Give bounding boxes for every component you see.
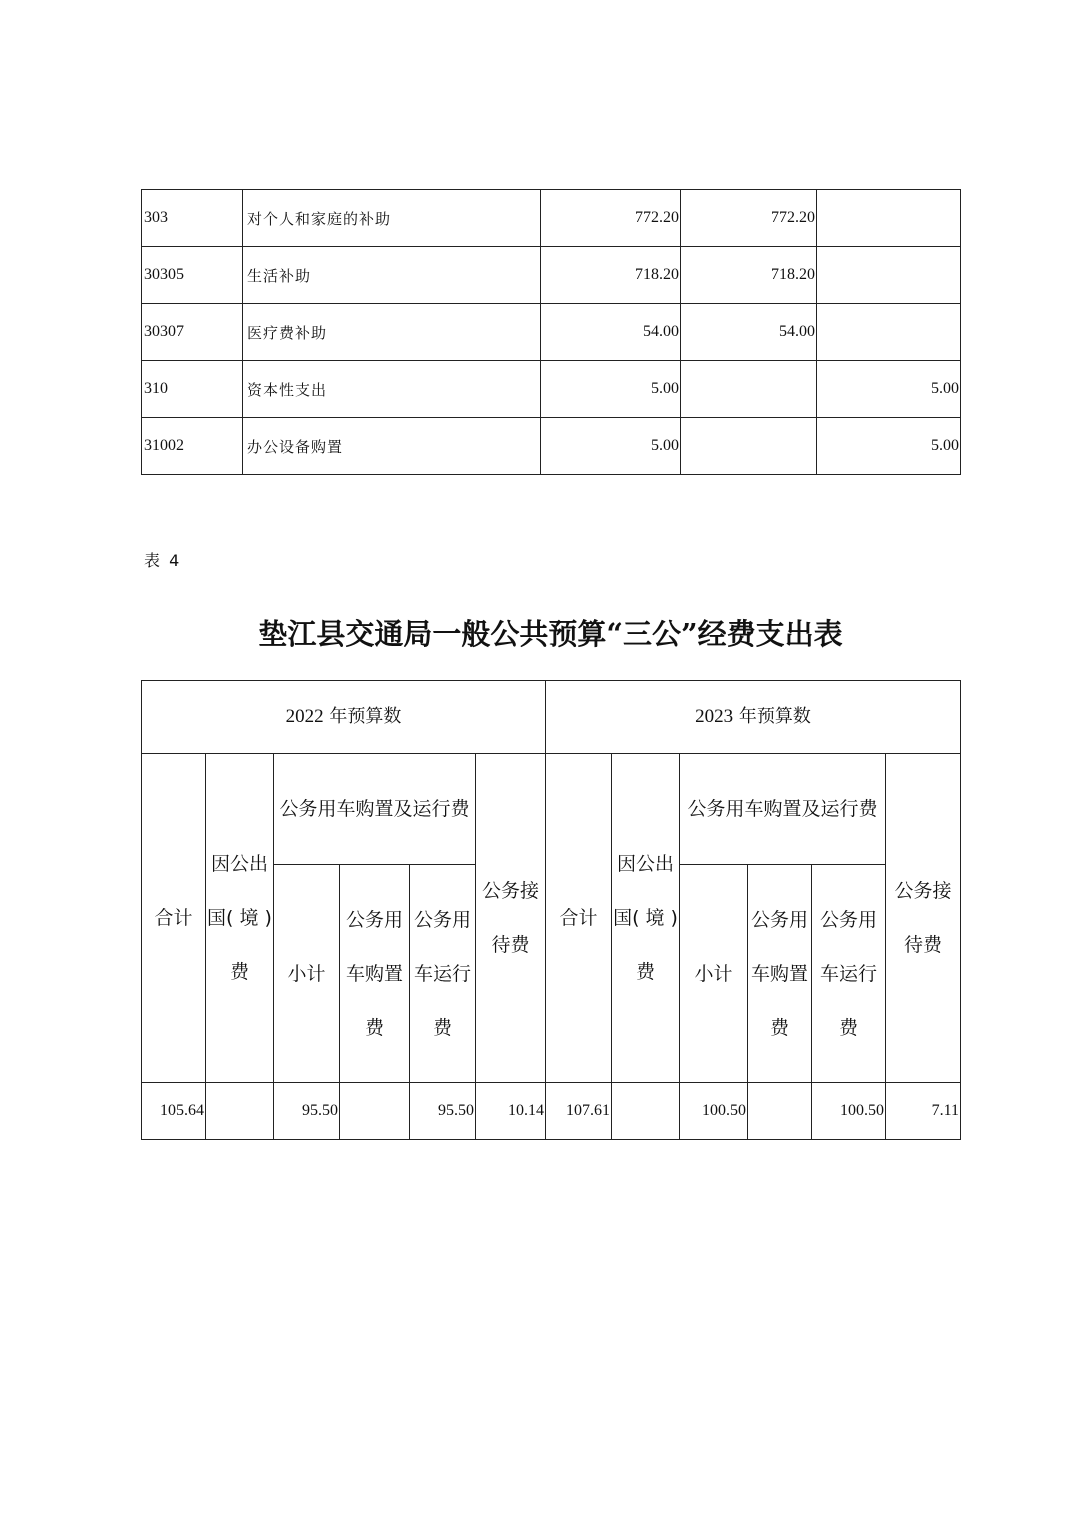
basic-amount [681,418,817,475]
header-abroad-2023: 因公出国( 境 )费 [612,754,680,1083]
year-2023-header [546,681,961,754]
basic-amount: 54.00 [681,304,817,361]
item-name: 生活补助 [243,247,541,304]
header-vehicle-group-2022: 公务用车购置及运行费 [274,754,476,865]
header-abroad-2022: 因公出国( 境 )费 [206,754,274,1083]
budget-expenditure-table [141,189,961,475]
year-2022-suffix: 年预算数 [323,706,402,727]
value-subtotal-2022: 95.50 [274,1083,340,1140]
header-total-2022: 合计 [142,754,206,1083]
item-name: 对个人和家庭的补助 [243,190,541,247]
item-name: 医疗费补助 [243,304,541,361]
table-row [142,361,961,418]
total-amount: 772.20 [541,190,681,247]
header-vehicle-operation-2022: 公务用车运行费 [410,865,476,1083]
basic-amount: 772.20 [681,190,817,247]
value-abroad-2023 [612,1083,680,1140]
value-reception-2022: 10.14 [476,1083,546,1140]
year-header-row [142,681,961,754]
header-subtotal-2023: 小计 [680,865,748,1083]
economic-code: 303 [142,190,243,247]
total-amount: 54.00 [541,304,681,361]
economic-code: 310 [142,361,243,418]
header-vehicle-group-2023: 公务用车购置及运行费 [680,754,886,865]
year-2023-suffix: 年预算数 [733,706,811,727]
header-subtotal-2022: 小计 [274,865,340,1083]
value-vehicle-operation-2023: 100.50 [812,1083,886,1140]
category-header-row [142,754,961,865]
project-amount: 5.00 [817,361,961,418]
total-amount: 5.00 [541,361,681,418]
header-total-2023: 合计 [546,754,612,1083]
year-2022: 2022 [285,706,324,727]
total-amount: 718.20 [541,247,681,304]
value-total-2022: 105.64 [142,1083,206,1140]
basic-amount: 718.20 [681,247,817,304]
total-amount: 5.00 [541,418,681,475]
table-row [142,418,961,475]
header-vehicle-operation-2023: 公务用车运行费 [812,865,886,1083]
table-number-label: 表 4 [144,551,182,570]
value-vehicle-operation-2022: 95.50 [410,1083,476,1140]
page-title: 垫江县交通局一般公共预算“三公”经费支出表 [258,617,843,651]
table-row [142,247,961,304]
value-abroad-2022 [206,1083,274,1140]
header-reception-2023: 公务接待费 [886,754,961,1083]
item-name: 资本性支出 [243,361,541,418]
table-row [142,304,961,361]
economic-code: 30307 [142,304,243,361]
value-total-2023: 107.61 [546,1083,612,1140]
economic-code: 31002 [142,418,243,475]
value-subtotal-2023: 100.50 [680,1083,748,1140]
header-vehicle-purchase-2022: 公务用车购置费 [340,865,410,1083]
economic-code: 30305 [142,247,243,304]
project-amount [817,304,961,361]
project-amount [817,190,961,247]
basic-amount [681,361,817,418]
project-amount: 5.00 [817,418,961,475]
value-reception-2023: 7.11 [886,1083,961,1140]
year-2023: 2023 [695,706,734,727]
table-row [142,1083,961,1140]
three-public-expenses-table [141,680,961,1140]
header-vehicle-purchase-2023: 公务用车购置费 [748,865,812,1083]
header-reception-2022: 公务接待费 [476,754,546,1083]
project-amount [817,247,961,304]
value-vehicle-purchase-2023 [748,1083,812,1140]
year-2022-header [142,681,546,754]
value-vehicle-purchase-2022 [340,1083,410,1140]
item-name: 办公设备购置 [243,418,541,475]
table-row [142,190,961,247]
